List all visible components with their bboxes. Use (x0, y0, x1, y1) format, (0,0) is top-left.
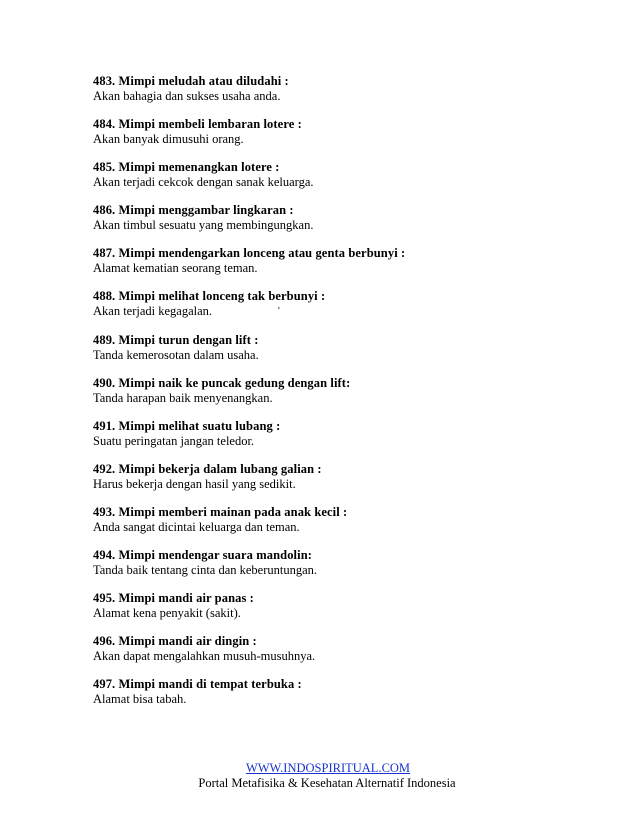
entry-meaning: Akan banyak dimusuhi orang. (93, 132, 244, 147)
entry-title: 491. Mimpi melihat suatu lubang : (93, 418, 281, 433)
entry-title: 483. Mimpi meludah atau diludahi : (93, 74, 289, 88)
entry-title: 490. Mimpi naik ke puncak gedung dengan lift: (93, 375, 351, 390)
entry-meaning: Akan terjadi kegagalan. (93, 304, 213, 319)
footer-tagline: Portal Metafisika & Kesehatan Alternatif Indonesia (198, 776, 456, 790)
list-item (93, 160, 553, 203)
entry-meaning: Harus bekerja dengan hasil yang sedikit. (93, 476, 296, 491)
entry-meaning: Anda sangat dicintai keluarga dan teman. (93, 519, 300, 534)
list-item (93, 289, 553, 332)
entry-meaning: Alamat kematian seorang teman. (93, 261, 258, 276)
entry-meaning: Tanda harapan baik menyenangkan. (93, 390, 273, 405)
entry-meaning: Suatu peringatan jangan teledor. (93, 433, 255, 448)
entry-title: 496. Mimpi mandi air dingin : (93, 634, 257, 649)
dream-entries-list (93, 74, 553, 720)
entry-meaning-row (93, 304, 553, 319)
list-item (93, 677, 553, 720)
list-item (93, 246, 553, 289)
list-item (93, 634, 553, 677)
entry-title: 494. Mimpi mendengar suara mandolin: (93, 548, 313, 563)
list-item (93, 462, 553, 505)
entry-meaning: Akan dapat mengalahkan musuh-musuhnya. (93, 649, 316, 664)
list-item (93, 333, 553, 376)
entry-meaning: Alamat bisa tabah. (93, 692, 187, 707)
entry-title: 486. Mimpi menggambar lingkaran : (93, 203, 294, 218)
entry-title: 489. Mimpi turun dengan lift : (93, 332, 259, 347)
entry-title: 484. Mimpi membeli lembaran lotere : (93, 117, 302, 132)
list-item (93, 419, 553, 462)
entry-meaning: Tanda kemerosotan dalam usaha. (93, 347, 259, 362)
entry-title: 485. Mimpi memenangkan lotere : (93, 160, 280, 175)
entry-title: 488. Mimpi melihat lonceng tak berbunyi : (93, 289, 326, 304)
entry-meaning: Alamat kena penyakit (sakit). (93, 606, 241, 621)
entry-title: 495. Mimpi mandi air panas : (93, 591, 254, 606)
stray-mark: ' (278, 306, 280, 318)
entry-title: 493. Mimpi memberi mainan pada anak kecil : (93, 504, 348, 519)
list-item (93, 591, 553, 634)
entry-meaning: Akan terjadi cekcok dengan sanak keluarga. (93, 175, 314, 190)
entry-title: 492. Mimpi bekerja dalam lubang galian : (93, 461, 322, 476)
list-item (93, 505, 553, 548)
entry-meaning: Akan timbul sesuatu yang membingungkan. (93, 218, 314, 233)
footer-link-line (0, 761, 638, 776)
entry-meaning: Tanda baik tentang cinta dan keberuntungan. (93, 563, 318, 578)
entry-meaning: Akan bahagia dan sukses usaha anda. (93, 89, 281, 103)
page-footer (0, 761, 638, 791)
entry-title: 487. Mimpi mendengarkan lonceng atau genta berbunyi : (93, 246, 406, 261)
list-item (93, 548, 553, 591)
list-item (93, 74, 553, 117)
list-item (93, 203, 553, 246)
list-item (93, 117, 553, 160)
entry-title: 497. Mimpi mandi di tempat terbuka : (93, 677, 302, 692)
list-item (93, 376, 553, 419)
website-link[interactable]: WWW.INDOSPIRITUAL.COM (245, 761, 411, 775)
